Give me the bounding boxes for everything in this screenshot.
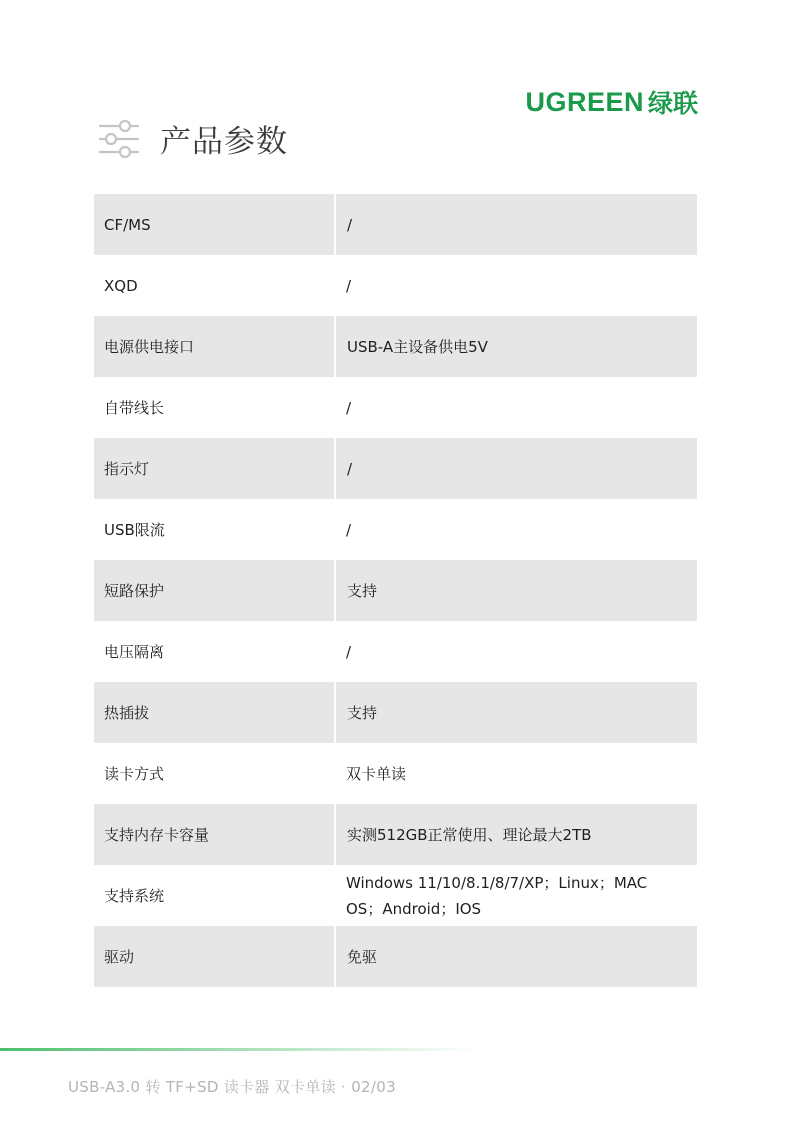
spec-row: [94, 438, 697, 499]
spec-value: /: [346, 642, 352, 661]
footer-divider: [0, 1048, 480, 1051]
spec-row: [94, 499, 697, 560]
spec-key: 热插拔: [94, 682, 335, 743]
spec-row: [94, 255, 697, 316]
spec-value: /: [335, 438, 697, 499]
spec-value: USB-A主设备供电5V: [335, 316, 697, 377]
spec-key: 电压隔离: [104, 642, 165, 661]
spec-value: /: [346, 398, 352, 417]
section-title: 产品参数: [160, 124, 288, 160]
spec-key: 指示灯: [94, 438, 335, 499]
spec-row: [94, 682, 697, 743]
spec-row: [94, 560, 697, 621]
spec-table: [94, 194, 697, 987]
section-header: [98, 116, 288, 161]
spec-row: [94, 743, 697, 804]
spec-row: [94, 804, 697, 865]
spec-key: USB限流: [104, 520, 165, 539]
spec-row: [94, 865, 697, 926]
spec-value: 免驱: [335, 926, 697, 987]
spec-row: [94, 194, 697, 255]
spec-key: 支持系统: [104, 886, 165, 905]
spec-key: 电源供电接口: [94, 316, 335, 377]
footer-caption: USB-A3.0 转 TF+SD 读卡器 双卡单读 · 02/03: [68, 1078, 396, 1096]
spec-row: [94, 621, 697, 682]
spec-key: 支持内存卡容量: [94, 804, 335, 865]
spec-key: XQD: [104, 276, 138, 295]
spec-key: 读卡方式: [104, 764, 165, 783]
spec-key: CF/MS: [94, 194, 335, 255]
spec-value: 支持: [335, 560, 697, 621]
spec-key: 自带线长: [104, 398, 165, 417]
brand-chinese: 绿联: [647, 89, 698, 118]
spec-row: [94, 377, 697, 438]
spec-value: /: [346, 276, 352, 295]
spec-key: 短路保护: [94, 560, 335, 621]
spec-value: 双卡单读: [346, 764, 407, 783]
spec-value: 实测512GB正常使用、理论最大2TB: [335, 804, 697, 865]
spec-value: 支持: [335, 682, 697, 743]
spec-key: 驱动: [94, 926, 335, 987]
spec-row: [94, 316, 697, 377]
spec-value: /: [335, 194, 697, 255]
sliders-icon: [98, 119, 140, 159]
brand-logo: [525, 84, 698, 120]
spec-row: [94, 926, 697, 987]
brand-latin: UGREEN: [525, 86, 644, 117]
spec-value: /: [346, 520, 352, 539]
spec-value: Windows 11/10/8.1/8/7/XP；Linux；MAC OS；Android；IOS: [346, 873, 648, 918]
